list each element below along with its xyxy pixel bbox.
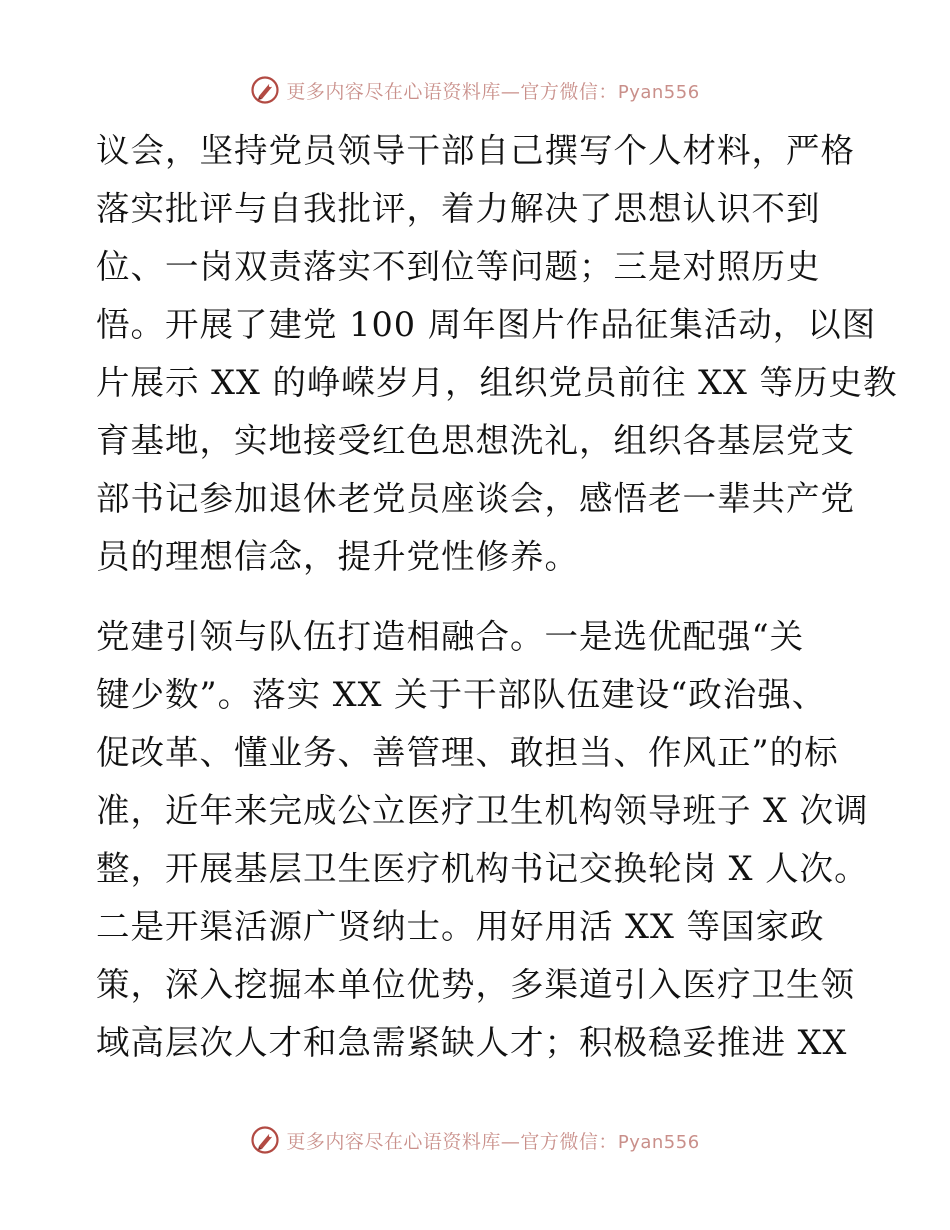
- text-line: 位、一岗双责落实不到位等问题；三是对照历史: [96, 247, 821, 286]
- text-line: 部书记参加退休老党员座谈会，感悟老一辈共产党: [96, 479, 855, 518]
- watermark-text: 更多内容尽在心语资料库—官方微信：: [286, 80, 618, 103]
- watermark-wechat-id: Pyan556: [617, 1131, 700, 1153]
- text-line: 键少数”。落实 XX 关于干部队伍建设“政治强、: [96, 675, 827, 714]
- paragraph: [96, 608, 869, 1072]
- text-line: 议会，坚持党员领导干部自己撰写个人材料，严格: [96, 131, 855, 170]
- text-line: 员的理想信念，提升党性修养。: [96, 537, 579, 576]
- document-body: [96, 122, 898, 1072]
- text-line: 整，开展基层卫生医疗机构书记交换轮岗 X 人次。: [96, 849, 869, 888]
- text-line: 域高层次人才和急需紧缺人才；积极稳妥推进 XX: [96, 1023, 848, 1062]
- text-line: 落实批评与自我批评，着力解决了思想认识不到: [96, 189, 821, 228]
- text-line: 片展示 XX 的峥嵘岁月，组织党员前往 XX 等历史教: [96, 363, 898, 402]
- pen-circle-logo-icon: [250, 75, 280, 105]
- watermark-text: 更多内容尽在心语资料库—官方微信：: [286, 1130, 618, 1153]
- pen-circle-logo-icon: [250, 1125, 280, 1155]
- text-line: 悟。开展了建党 100 周年图片作品征集活动，以图: [96, 305, 877, 344]
- text-line: 二是开渠活源广贤纳士。用好用活 XX 等国家政: [96, 907, 825, 946]
- text-line: 策，深入挖掘本单位优势，多渠道引入医疗卫生领: [96, 965, 855, 1004]
- paragraph: [96, 122, 898, 586]
- text-line: 党建引领与队伍打造相融合。一是选优配强“关: [96, 617, 805, 656]
- text-line: 育基地，实地接受红色思想洗礼，组织各基层党支: [96, 421, 855, 460]
- header-watermark: [0, 72, 950, 108]
- paragraph-spacer: [96, 586, 856, 608]
- footer-watermark: [0, 1122, 950, 1158]
- text-line: 准，近年来完成公立医疗卫生机构领导班子 X 次调: [96, 791, 869, 830]
- watermark-wechat-id: Pyan556: [617, 81, 700, 103]
- text-line: 促改革、懂业务、善管理、敢担当、作风正”的标: [96, 733, 839, 772]
